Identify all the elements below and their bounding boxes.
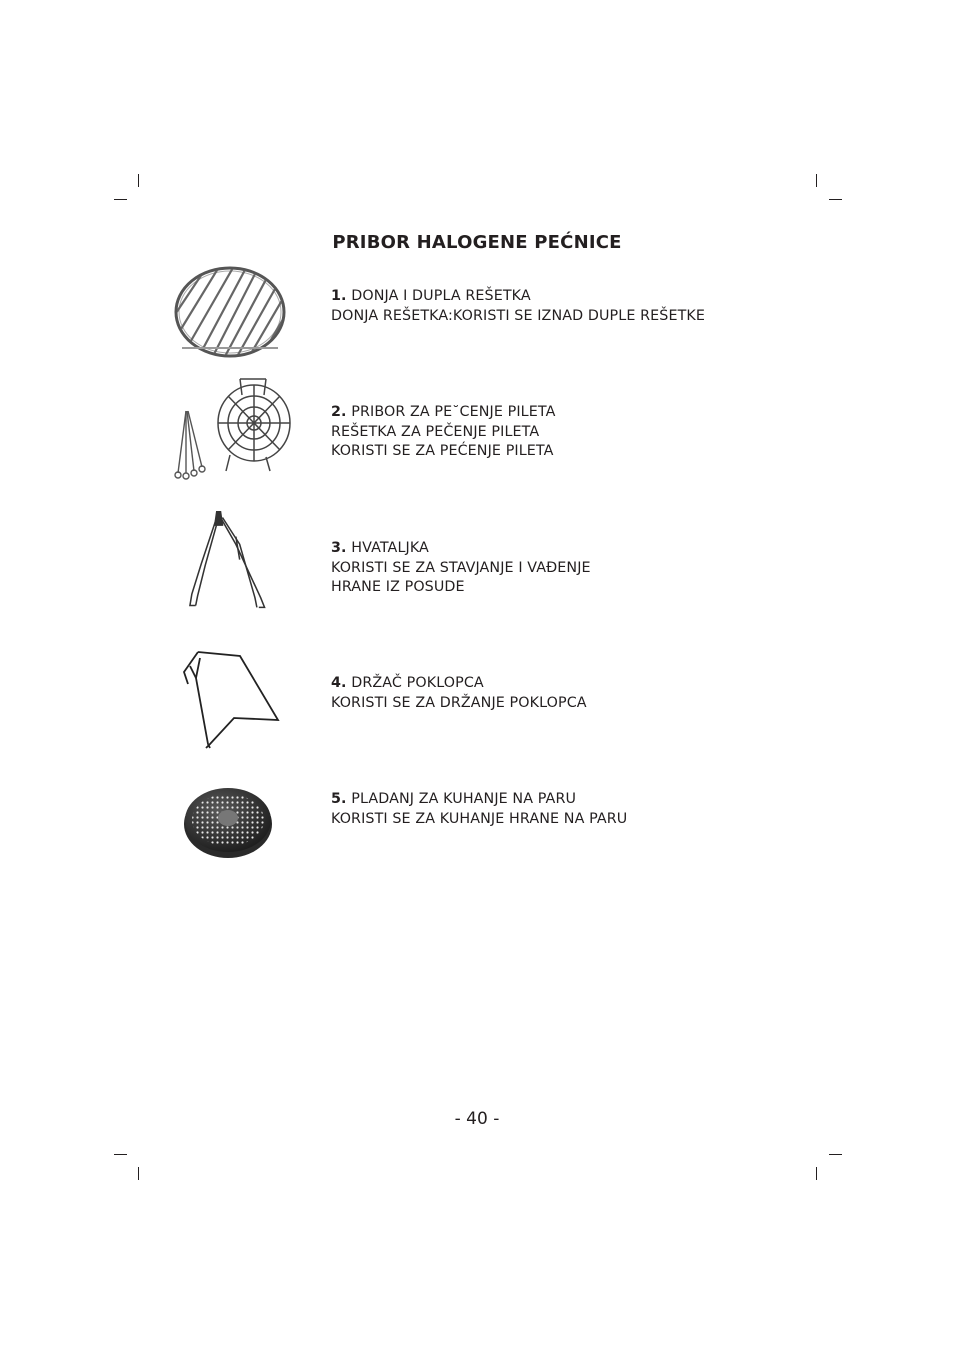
crop-mark [114, 199, 127, 200]
item-heading: PRIBOR ZA PE˘CENJE PILETA [351, 404, 556, 420]
crop-mark [138, 1167, 139, 1180]
crop-mark [816, 174, 817, 187]
item-number: 3. [331, 540, 347, 556]
item-heading: DRŽAČ POKLOPCA [351, 675, 484, 691]
tongs-icon [170, 506, 295, 616]
item-heading: PLADANJ ZA KUHANJE NA PARU [351, 791, 577, 807]
item-line: DONJA REŠETKA:KORISTI SE IZNAD DUPLE REŠETKE [331, 307, 706, 324]
page-title: PRIBOR HALOGENE PEĆNICE [332, 232, 622, 253]
item-number: 2. [331, 404, 347, 420]
lid-holder-icon [170, 648, 295, 758]
item-line: HRANE IZ POSUDE [331, 579, 465, 595]
item-line: KORISTI SE ZA DRŽANJE POKLOPCA [331, 694, 587, 711]
item-text [331, 539, 591, 598]
crop-mark [829, 199, 842, 200]
item-line: REŠETKA ZA PEČENJE PILETA [331, 423, 540, 440]
round-grill-rack-icon [170, 262, 295, 372]
item-text [331, 403, 555, 462]
item-heading: HVATALJKA [351, 540, 429, 556]
item-text [331, 790, 627, 829]
crop-mark [829, 1154, 842, 1155]
item-number: 4. [331, 675, 347, 691]
page-number: - 40 - [454, 1109, 500, 1129]
crop-mark [138, 174, 139, 187]
item-heading: DONJA I DUPLA REŠETKA [351, 288, 531, 304]
item-number: 5. [331, 791, 347, 807]
item-text [331, 287, 705, 326]
chicken-roasting-rack-icon [170, 375, 295, 485]
steaming-tray-icon [170, 770, 295, 880]
item-line: KORISTI SE ZA PEĆENJE PILETA [331, 443, 554, 459]
item-number: 1. [331, 288, 347, 304]
item-line: KORISTI SE ZA STAVJANJE I VAĐENJE [331, 559, 591, 576]
crop-mark [816, 1167, 817, 1180]
item-text [331, 674, 587, 713]
item-line: KORISTI SE ZA KUHANJE HRANE NA PARU [331, 810, 628, 827]
crop-mark [114, 1154, 127, 1155]
